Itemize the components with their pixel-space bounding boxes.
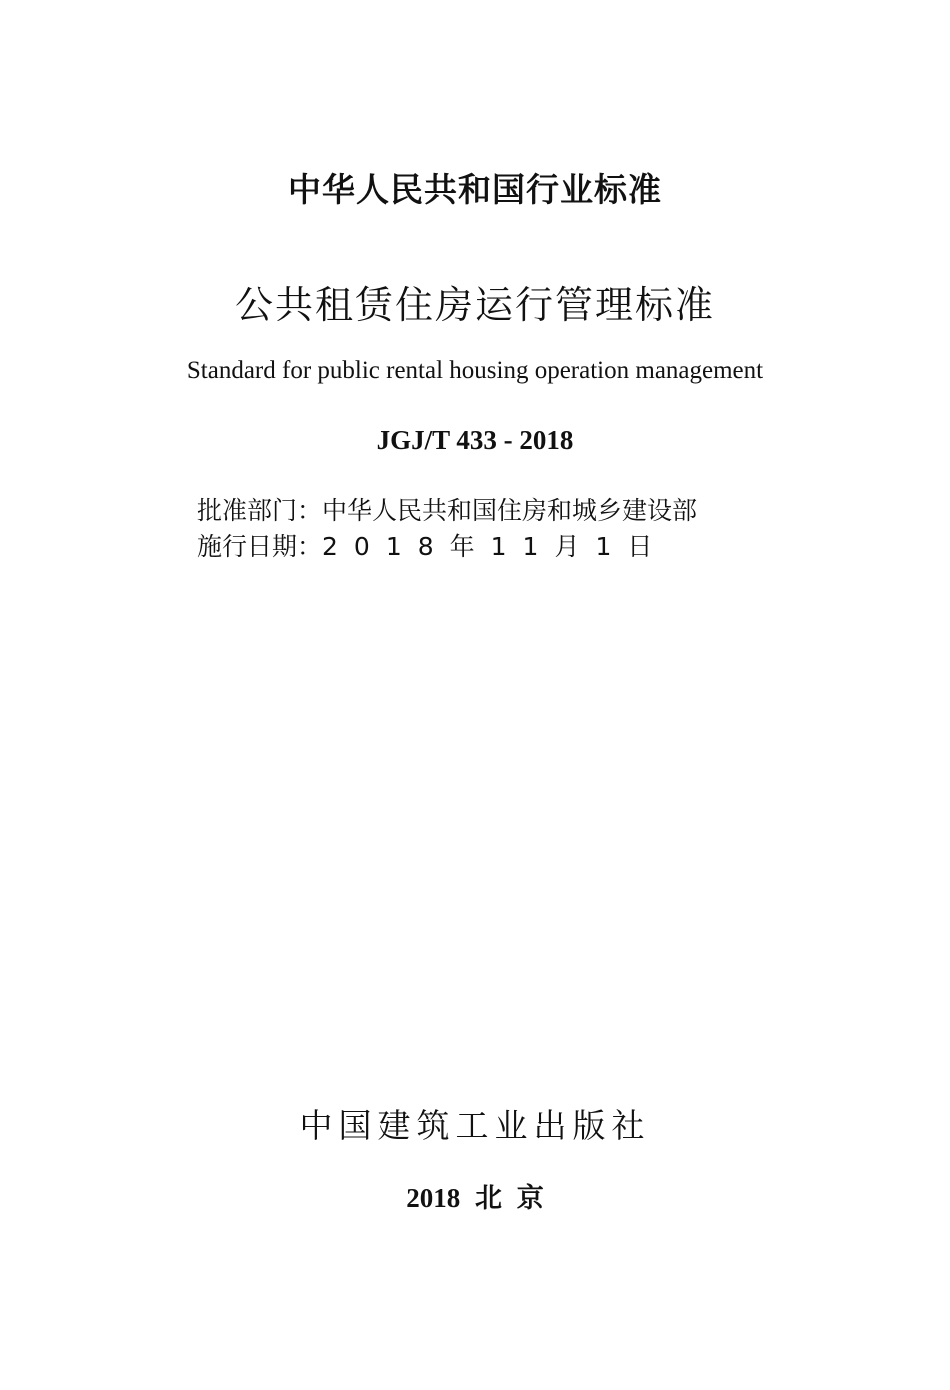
industry-standard-heading: 中华人民共和国行业标准: [288, 170, 662, 209]
document-title-en: Standard for public rental housing operation management: [186, 357, 764, 384]
effective-date-row: [197, 529, 697, 565]
standard-code: JGJ/T 433 - 2018: [376, 425, 574, 455]
approval-row: [197, 493, 697, 529]
approval-info: [197, 493, 697, 565]
approval-department: 中华人民共和国住房和城乡建设部: [322, 496, 698, 525]
effective-date: 2018年11月1日: [322, 532, 669, 561]
effective-date-label: 施行日期：: [197, 532, 323, 561]
publisher: 中国建筑工业出版社: [299, 1106, 651, 1145]
publication-place-year: 2018 北 京: [406, 1183, 544, 1213]
document-title-cn: 公共租赁住房运行管理标准: [234, 283, 715, 327]
approval-label: 批准部门：: [197, 496, 323, 525]
